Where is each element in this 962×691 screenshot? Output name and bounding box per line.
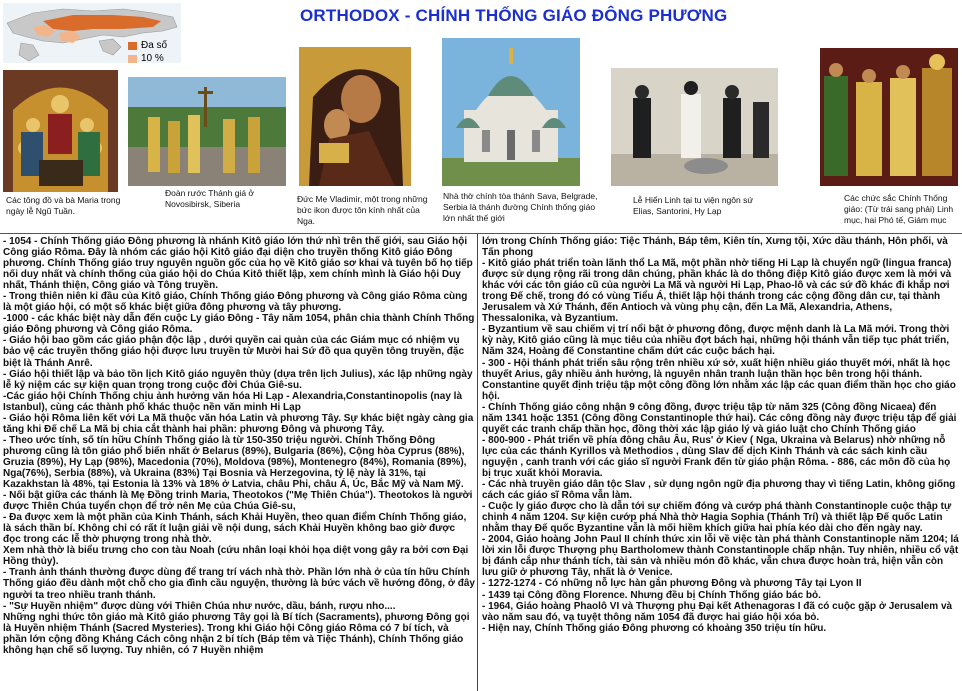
photo-orthodox-clergy	[820, 48, 958, 186]
paragraph: - Trong thiên niên kỉ đầu của Kitô giáo, Chính Thống giáo Đông phương và Công giáo Rôma cùng là một giáo hội, có một số khác biệt giữa đông phương và tây phương.	[3, 291, 468, 314]
paragraph: - Giáo hội bao gồm các giáo phận độc lập , dưới quyền cai quản của các Giám mục có nhiệm vụ bảo vệ các truyền thống giáo hội được lưu truyền từ Mười hai Sứ đồ qua quyền tông truyền, đặc biệt là Thánh Anrê.	[3, 335, 465, 369]
paragraph: - Byzantium về sau chiếm vị trí nổi bật ở phương đông, được mệnh danh là La Mã mới. Trong thời kỳ này, Kitô giáo cũng là mục tiêu của nhiều đợt bách hại, những hội thánh vẫn tiếp tục phát triển, Năm 324, Hoàng đế Constantine chấm dứt các cuộc bách hại.	[482, 324, 950, 358]
paragraph: Xem nhà thờ là biểu trưng cho con tàu Noah (cứu nhân loại khỏi họa diệt vong gây ra bởi cơn Đại Hồng thủy).	[3, 545, 469, 568]
photo-caption: Các chức sắc Chính Thống giáo: (Từ trái sang phải) Linh mục, hai Phó tế, Giám mục	[844, 193, 954, 225]
legend-item-ten-percent	[128, 52, 167, 65]
paragraph: - 800-900 - Phát triển về phía đông châu Âu, Rus' ở Kiev ( Nga, Ukraina và Belarus) nhờ những nỗ lực của các thánh Kyrillos và Methodios , dùng Slav để dịch Kinh Thánh và các sách kinh cầu nguyện , canh tranh với các giáo sĩ người Frank đến từ giáo phận Rôma. - 886, các môn đồ của họ bị trục xuất khỏi Moravia.	[482, 434, 951, 479]
paragraph: - Nối bật giữa các thánh là Mẹ Đồng trinh Maria, Theotokos ("Mẹ Thiên Chúa"). Theotokos là người được Thiên Chúa tuyển chọn để trở nên Mẹ của Chúa Giê-su,	[3, 490, 473, 513]
right-text-column	[482, 236, 959, 691]
paragraph: lớn trong Chính Thống giáo: Tiệc Thánh, Báp têm, Kiên tín, Xưng tội, Xức dầu thánh, Hôn phối, và Tấn phong	[482, 236, 948, 259]
paragraph: - Các nhà truyền giáo dân tộc Slav , sử dụng ngôn ngữ địa phương thay vì tiếng Latin, không giống cách các giáo sĩ Rôma vẫn làm.	[482, 479, 956, 502]
paragraph: - Hiện nay, Chính Thống giáo Đông phương có khoảng 350 triệu tín hữu.	[482, 622, 827, 634]
paragraph: - 1964, Giáo hoàng Phaolô VI và Thượng phụ Đại kết Athenagoras I đã có cuộc gặp ở Jerusalem và vào năm sau đó, vạ tuyệt thông năm 1054 đã được hai giáo hội xóa bỏ.	[482, 600, 953, 623]
photo-caption: Lễ Hiển Linh tại tu viện ngôn sứ Elias, Santorini, Hy Lạp	[633, 195, 754, 216]
paragraph: - Cuộc ly giáo được cho là dẫn tới sự chiếm đóng và cướp phá thành Constantinople cuộc thập tự chinh 4 năm 1204. Sự kiện cướp phá Nhà thờ Hagia Sophia (Thánh Trí) và thiết lập Đế quốc Latin nhằm thay Đế quốc Byzantine vẫn là mối hiềm khích giữa hai phía kéo dài cho đến ngày nay.	[482, 501, 952, 535]
paragraph: - "Sự Huyền nhiệm" được dùng với Thiên Chúa như nước, dầu, bánh, rượu nho....	[3, 600, 396, 612]
page-title: ORTHODOX - CHÍNH THỐNG GIÁO ĐÔNG PHƯƠNG	[300, 6, 728, 25]
paragraph: - 300 - Hội thánh phát triển sâu rộng trên nhiều xứ sở, xuất hiện nhiều giáo thuyết mới, nhất là học thuyết Arius, gây nhiều ảnh hưởng, là nguyên nhân tranh luận thần học bên trong hội thánh. Constantine quyết định triệu tập một công đồng lớn nhằm xác lập các quan điểm thần học cho giáo hội.	[482, 357, 956, 402]
paragraph: - Tranh ảnh thánh thường được dùng để trang trí vách nhà thờ. Phần lớn nhà ở của tín hữu Chính Thống giáo đều dành một chỗ cho gia đình cầu nguyện, thường là bức vách về hướng đông, ở đây người ta treo nhiều tranh thánh.	[3, 567, 475, 601]
paragraph: Những nghi thức tôn giáo mà Kitô giáo phương Tây gọi là Bí tích (Sacraments), phương Đông gọi là Huyền nhiệm Thánh (Sacred Mysteries). Trong khi Giáo hội Công giáo Rôma có 7 bí tích, và phần lớn cộng đồng Kháng Cách công nhận 2 bí tích (Báp têm và Tiệc Thánh), Chính Thống giáo không hạn chế số lượng. Tuy nhiên, có 7 Huyền nhiệm	[3, 611, 470, 656]
paragraph: - 1054 - Chính Thống giáo Đông phương là nhánh Kitô giáo lớn thứ nhì trên thế giới, sau Giáo hội Công giáo Rôma. Đây là nhóm các giáo hội Kitô giáo đại diện cho truyền thống Kitô giáo Đông phương. Chính Thống giáo truy nguyên nguồn gốc của họ về Kitô giáo sơ khai và tuyên bố họ tiếp nối duy nhất và chính thống của giáo hội do Chúa Kitô thiết lập, xem chính mình là Giáo hội Duy nhất, Thánh thiện, Công giáo và Tông truyền.	[3, 236, 473, 292]
column-divider	[477, 234, 478, 691]
paragraph: - Theo ước tính, số tín hữu Chính Thống giáo là từ 150-350 triệu người. Chính Thống Đông phương cũng là tôn giáo phổ biến nhất ở Belarus (89%), Bulgaria (86%), Cộng hòa Cyprus (88%), Gruzia (89%), Hy Lạp (98%), Macedonia (70%), Moldova (98%), Montenegro (84%), Romania (89%), Nga(76%), Serbia (88%), và Ukraina (83%) Tại Bosnia và Herzegovina, tỷ lệ này là 31%, tại Kazakhstan là 48%, tại Estonia là 13% và 18% ở Latvia, châu Phi, châu Á, Úc, Bắc Mỹ và Nam Mỹ.	[3, 434, 467, 491]
map-legend	[128, 39, 167, 65]
paragraph: - 1439 tại Công đồng Florence. Nhưng đều bị Chính Thống giáo bác bỏ.	[482, 589, 821, 601]
photo-procession	[128, 77, 286, 186]
photo-caption: Đoàn rước Thánh giá ở Novosibirsk, Siberia	[165, 188, 254, 209]
paragraph: - 1272-1274 - Có những nỗ lực hàn gắn phương Đông và phương Tây tại Lyon II	[482, 578, 862, 590]
legend-swatch	[128, 42, 137, 50]
paragraph: -1000 - các khác biệt này dẫn đến cuộc Ly giáo Đông - Tây năm 1054, phân chia thành Chính Thống giáo Đông phương và Công giáo Rôma.	[3, 313, 475, 336]
photo-pentecost-icon	[3, 70, 118, 192]
paragraph: -Các giáo hội Chính Thống chịu ảnh hưởng văn hóa Hi Lạp - Alexandria,Constantinopolis (nay là Istanbul), cùng các thành phố khác thuộc nền văn minh Hi Lạp	[3, 390, 462, 413]
legend-swatch	[128, 55, 137, 63]
paragraph: - 2004, Giáo hoàng John Paul II chính thức xin lỗi về việc tàn phá thành Constantinople năm 1204; lá lời xin lỗi được Thượng phụ Bartholomew thành Constantinople chấp nhận. Tuy nhiên, nhiều cổ vật bị đánh cắp như thánh tích, tài sản và nhiều món đồ khác, vẫn chưa được hoàn trả, hiện vẫn còn lưu giữ ở phương Tây, nhất là ở Venice.	[482, 534, 959, 579]
paragraph: - Giáo hội Rôma liên kết với La Mã thuộc văn hóa Latin và phương Tây. Sự khác biệt ngày càng gia tăng khi Đế chế La Mã bị chia cắt thành hai phần: phương Đông và phương Tây.	[3, 412, 474, 435]
photo-caption: Nhà thờ chính tòa thánh Sava, Belgrade, Serbia là thánh đường Chính thống giáo lớn nhất thế giới	[443, 191, 598, 223]
paragraph: - Giáo hội thiết lập và bảo tồn lịch Kitô giáo nguyên thủy (dựa trên lịch Julius), xác lập những ngày lễ kỷ niệm các sự kiện quan trọng trong cuộc đời Chúa Giê-su.	[3, 368, 473, 391]
left-text-column	[3, 236, 475, 691]
paragraph: - Chính Thống giáo công nhận 9 công đồng, được triệu tập từ năm 325 (Công đồng Nicaea) đến năm 1341 hoặc 1351 (Công đồng Constantinople thứ hai). Các công đồng này được triệu tập để giải quyết các tranh chấp thần học, đồng thời xác lập giáo lý và giáo luật cho Chính Thống giáo	[482, 401, 957, 435]
photo-caption: Đức Mẹ Vladimir, một trong những bức ikon được tôn kính nhất của Nga.	[297, 194, 428, 226]
photo-caption: Các tông đồ và bà Maria trong ngày lễ Ngũ Tuần.	[6, 195, 121, 216]
paragraph: - Đa được xem là một phần của Kinh Thánh, sách Khải Huyền, theo quan điểm Chính Thống giáo, là sách thần bí. Không chỉ có rất ít luận giải về nội dung, sách Khải Huyền không bao giờ được đọc trong các lễ thờ phượng trong nhà thờ.	[3, 512, 467, 546]
legend-label: 10 %	[141, 53, 164, 64]
horizontal-divider	[0, 233, 962, 234]
legend-item-majority	[128, 39, 167, 52]
photo-saint-sava-cathedral	[442, 38, 580, 186]
paragraph: - Kitô giáo phát triển toàn lãnh thổ La Mã, một phần nhờ tiếng Hi Lạp là chuyển ngữ (lingua franca) được sử dụng rộng rãi trong dân chúng, phần khác là do thông điệp Kitô giáo được xem là mới và khác với các tôn giáo cũ của người La Mã và người Hi Lạp, Phao-lô và các sứ đồ khác đi khắp nơi trong Đế chế, trong đó có vùng Tiểu Á, thiết lập hội thánh trong các cộng đồng dân cư, tại thành Jerusalem và Xứ Thánh, đến Antioch và vùng phụ cận, đến La Mã, Alexandria, Athens, Thessalonika, và Byzantium.	[482, 258, 952, 325]
legend-label: Đa số	[141, 40, 168, 51]
photo-epiphany-monastery	[611, 68, 778, 186]
photo-vladimir-icon	[299, 47, 411, 186]
